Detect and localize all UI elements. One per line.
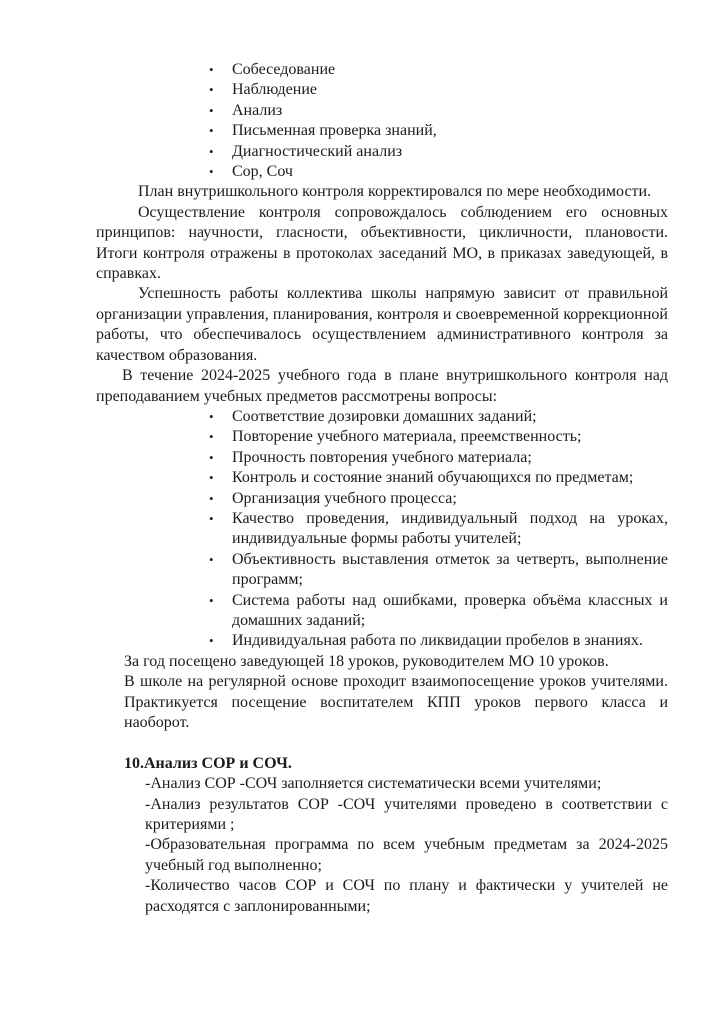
bullet-list-item: • Повторение учебного материала, преемственность; <box>96 427 668 447</box>
paragraph-plan-correction: План внутришкольного контроля корректировался по мере необходимости. <box>138 183 652 201</box>
paragraph-during-year: В течение 2024-2025 учебного года в плане внутришкольного контроля над преподаванием учебных предметов рассмотрены вопросы: <box>96 367 668 405</box>
bullet-list-item: • Система работы над ошибками, проверка объёма классных и домашних заданий; <box>96 591 668 632</box>
dash-list-item: -Анализ результатов СОР -СОЧ учителями проведено в соответствии с критериями ; <box>145 795 668 834</box>
paragraph-team-success: Успешность работы коллектива школы напрямую зависит от правильной организации управления, планирования, контроля и своевременной коррекционной работы, что обеспечивалось осуществлением административного контроля за качеством образования. <box>96 285 668 364</box>
bullet-list-item: • Письменная проверка знаний, <box>96 121 668 141</box>
dash-list-item: -Анализ СОР -СОЧ заполняется систематически всеми учителями; <box>145 775 602 793</box>
dash-list-item: -Количество часов СОР и СОЧ по плану и фактически у учителей не расходятся с заплонированными; <box>145 877 668 915</box>
control-questions-bullet-list <box>96 407 668 652</box>
bullet-list-item: • Собеседование <box>96 60 668 80</box>
bullet-list-item: • Соответствие дозировки домашних заданий; <box>96 407 668 427</box>
bullet-list-item: • Организация учебного процесса; <box>96 489 668 509</box>
paragraph-lessons-visited: За год посещено заведующей 18 уроков, руководителем МО 10 уроков. <box>124 652 609 670</box>
bullet-list-item: • Наблюдение <box>96 80 668 100</box>
paragraph-control-principles: Осуществление контроля сопровождалось соблюдением его основных принципов: научности, гласности, объективности, цикличности, плановости. Итоги контроля отражены в протоколах заседаний МО, в приказах заведующей, в справках. <box>96 203 668 283</box>
bullet-list-item: • Качество проведения, индивидуальный подход на уроках, индивидуальные формы работы учителей; <box>96 509 668 550</box>
bullet-list-item: • Диагностический анализ <box>96 142 668 162</box>
bullet-list-item: • Контроль и состояние знаний обучающихся по предметам; <box>96 468 668 488</box>
control-methods-bullet-list <box>96 60 668 182</box>
paragraph-mutual-visits: В школе на регулярной основе проходит взаимопосещение уроков учителями. Практикуется посещение воспитателем КПП уроков первого класса и наоборот. <box>124 673 668 731</box>
bullet-list-item: • Анализ <box>96 101 668 121</box>
bullet-list-item: • Сор, Соч <box>96 162 668 182</box>
section-10-item-list <box>145 774 668 917</box>
bullet-list-item: • Индивидуальная работа по ликвидации пробелов в знаниях. <box>96 631 668 651</box>
dash-list-item: -Образовательная программа по всем учебным предметам за 2024-2025 учебный год выполненно; <box>145 836 668 874</box>
bullet-list-item: • Объективность выставления отметок за четверть, выполнение программ; <box>96 550 668 591</box>
bullet-list-item: • Прочность повторения учебного материала; <box>96 448 668 468</box>
section-10-heading: 10.Анализ СОР и СОЧ. <box>124 754 292 772</box>
